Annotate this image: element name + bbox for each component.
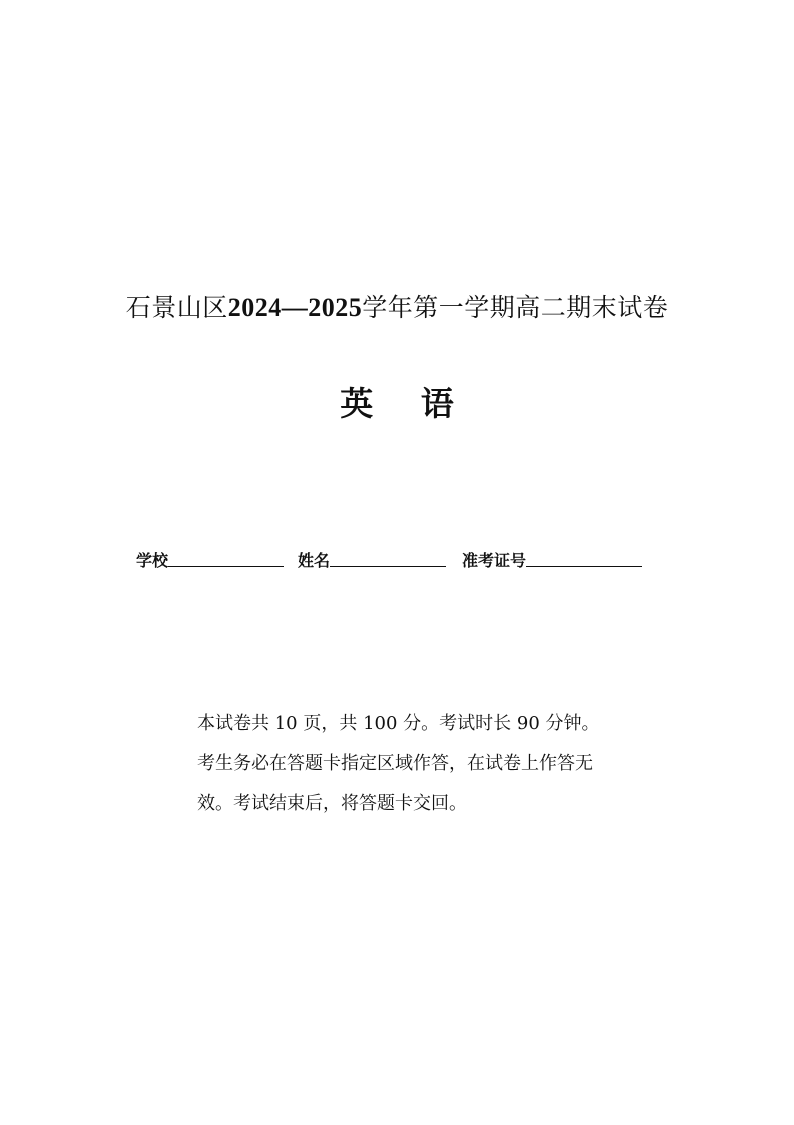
exam-title-years: 2024—2025	[227, 293, 363, 322]
exam-title-district: 石景山区	[125, 293, 228, 322]
candidate-info-row	[136, 544, 642, 572]
exam-id-field[interactable]	[462, 550, 642, 572]
name-blank-line[interactable]	[330, 565, 446, 567]
school-blank-line[interactable]	[168, 565, 284, 567]
exam-id-label: 准考证号	[462, 551, 527, 570]
school-label: 学校	[136, 551, 169, 570]
school-field[interactable]	[136, 550, 284, 572]
notice-line: 本试卷共 10 页，共 100 分。考试时长 90 分钟。	[197, 713, 600, 734]
exam-id-blank-line[interactable]	[526, 565, 642, 567]
notice-line: 考生务必在答题卡指定区域作答，在试卷上作答无	[197, 753, 593, 774]
notice-line: 效。考试结束后，将答题卡交回。	[197, 793, 467, 814]
name-field[interactable]	[298, 550, 446, 572]
exam-title-term: 学年第一学期高二期末试卷	[362, 293, 669, 322]
exam-notice	[197, 712, 667, 832]
exam-title	[0, 288, 794, 328]
subject-title: 英 语	[340, 384, 472, 423]
name-label: 姓名	[298, 551, 331, 570]
